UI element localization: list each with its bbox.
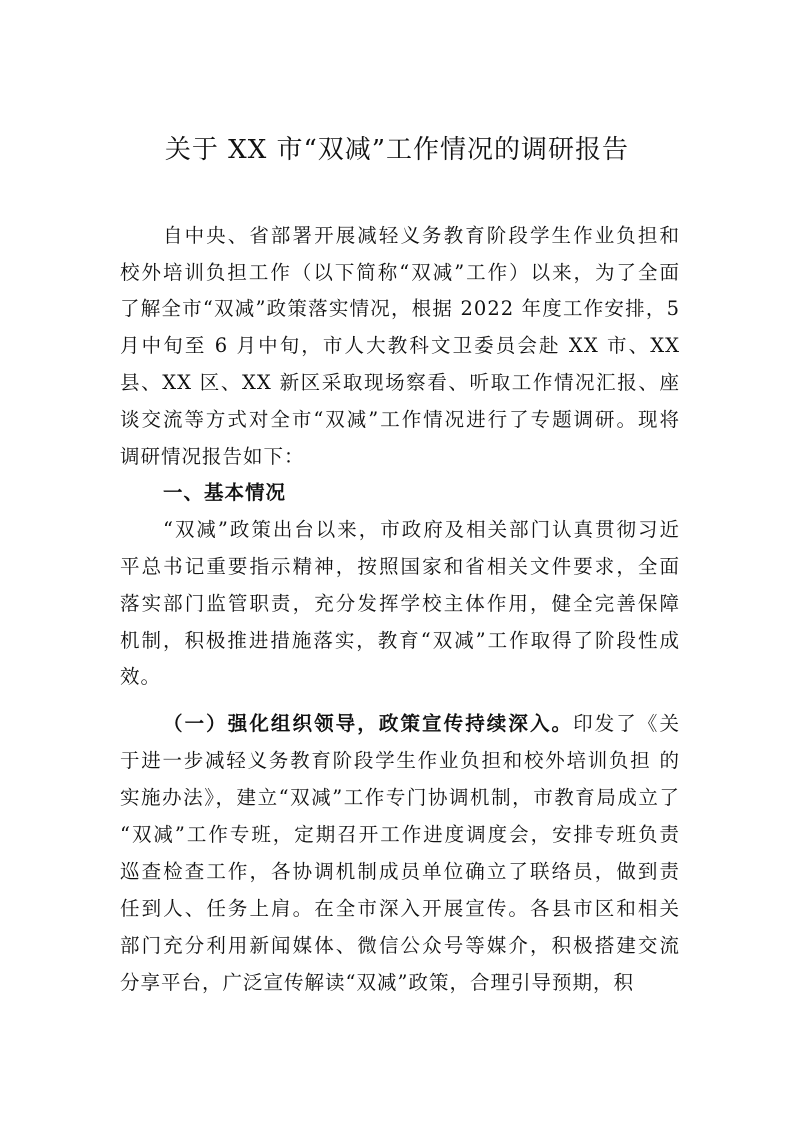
paragraph-line: 分享平台，广泛宣传解读“双减”政策，合理引导预期，积: [120, 971, 634, 994]
subsection-heading: （一）强化组织领导，政策宣传持续深入。: [163, 712, 574, 735]
paragraph-line: 调研情况报告如下：: [120, 445, 305, 468]
paragraph-line: 了解全市“双减”政策落实情况，根据 2022 年度工作安排，5: [120, 297, 680, 320]
section-heading: 一、基本情况: [163, 481, 287, 504]
paragraph-line: 效。: [120, 665, 162, 688]
paragraph-line: 县、XX 区、XX 新区采取现场察看、听取工作情况汇报、座: [120, 371, 680, 394]
paragraph-line: 落实部门监管职责，充分发挥学校主体作用，健全完善保障: [120, 592, 680, 615]
paragraph-line: 自中央、省部署开展减轻义务教育阶段学生作业负担和: [163, 224, 680, 247]
paragraph-line: 月中旬至 6 月中旬，市人大教科文卫委员会赴 XX 市、XX: [120, 334, 680, 357]
paragraph-line: “双减”政策出台以来，市政府及相关部门认真贯彻习近: [163, 518, 680, 541]
subsection-text: 印发了《关: [573, 712, 680, 735]
paragraph-line: 校外培训负担工作（以下简称“双减”工作）以来，为了全面: [120, 261, 680, 284]
paragraph-line: 任到人、任务上肩。在全市深入开展宣传。各县市区和相关: [120, 897, 680, 920]
paragraph-line: 平总书记重要指示精神，按照国家和省相关文件要求，全面: [120, 555, 680, 578]
paragraph-line: 于进一步减轻义务教育阶段学生作业负担和校外培训负担 的: [120, 749, 680, 772]
document-title: 关于 XX 市“双减”工作情况的调研报告: [164, 135, 630, 165]
paragraph-line: 部门充分利用新闻媒体、微信公众号等媒介，积极搭建交流: [120, 934, 680, 957]
paragraph-line: 机制，积极推进措施落实，教育“双减”工作取得了阶段性成: [120, 629, 680, 652]
paragraph-line: 巡查检查工作，各协调机制成员单位确立了联络员，做到责: [120, 860, 680, 883]
subsection-line: [163, 709, 680, 739]
paragraph-line: “双减”工作专班，定期召开工作进度调度会，安排专班负责: [120, 823, 680, 846]
paragraph-line: 谈交流等方式对全市“双减”工作情况进行了专题调研。现将: [120, 408, 680, 431]
paragraph-line: 实施办法》，建立“双减”工作专门协调机制，市教育局成立了: [120, 786, 680, 809]
